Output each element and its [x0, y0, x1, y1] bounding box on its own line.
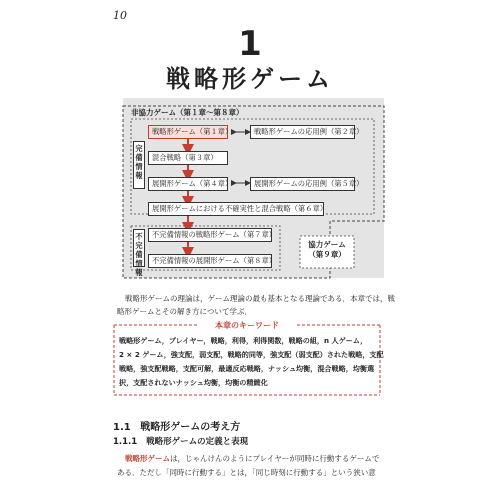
subsection-title: 戦略形ゲームの定義と表現 — [146, 437, 249, 447]
body-line-2: ある．ただし「同時に行動する」とは，「同じ時刻に行動する」という狭い意 — [117, 468, 376, 477]
cooperative-line1: 協力ゲーム — [308, 240, 346, 249]
subsection-number: 1.1.1 — [113, 437, 138, 447]
defined-term: 戦略形ゲーム — [125, 454, 170, 463]
intro-line-2: 略形ゲームとその解き方について学ぶ． — [117, 307, 252, 316]
chapter-title: 戦略形ゲーム — [166, 65, 334, 93]
keyword-line-3: 戦略，強支配戦略，支配可解，最適反応戦略，ナッシュ均衡，混合戦略，均衡選 — [119, 364, 375, 373]
body-line-1-rest: は，じゃんけんのようにプレイヤーが同時に行動するゲームで — [170, 454, 380, 463]
keyword-box — [112, 319, 382, 397]
section-title: 戦略形ゲームの考え方 — [140, 422, 241, 433]
body-line-1 — [117, 452, 385, 465]
subsection-heading — [113, 435, 248, 447]
cooperative-game-label — [300, 240, 354, 260]
box-incomplete-strategic: 不完備情報の戦略形ゲーム（第７章） — [148, 228, 272, 242]
section-number: 1.1 — [113, 422, 131, 433]
keyword-line-1: 戦略形ゲーム，プレイヤー，戦略，利得，利得関数，戦略の組，n 人ゲーム， — [119, 336, 368, 345]
non-cooperative-header: 非協力ゲーム（第１章～第８章） — [131, 108, 244, 117]
complete-info-label: 完備情報 — [133, 141, 145, 189]
box-extensive-applications: 展開形ゲームの応用例（第５章） — [250, 177, 355, 191]
chapter-number: 1 — [238, 24, 262, 64]
incomplete-info-label: 不完備情報 — [133, 229, 145, 267]
keyword-line-4: 択，支配されないナッシュ均衡，均衡の精緻化 — [119, 378, 268, 387]
box-strategic-game: 戦略形ゲーム（第１章） — [148, 125, 228, 139]
box-extensive-game: 展開形ゲーム（第４章） — [148, 177, 228, 191]
section-heading — [113, 418, 240, 433]
keyword-title: 本章のキーワード — [215, 321, 279, 330]
box-strategic-applications: 戦略形ゲームの応用例（第２章） — [250, 125, 355, 139]
page-number: 10 — [113, 9, 127, 22]
intro-line-1: 戦略形ゲームの理論は，ゲーム理論の最も基本となる理論である．本章では，戦 — [125, 294, 395, 303]
cooperative-line2: （第９章） — [308, 250, 346, 259]
box-mixed-strategy: 混合戦略（第３章） — [148, 151, 228, 165]
box-incomplete-extensive: 不完備情報の展開形ゲーム（第８章） — [148, 254, 272, 268]
box-uncertainty: 展開形ゲームにおける不確実性と混合戦略（第６章） — [148, 202, 324, 216]
keyword-line-2: 2 × 2 ゲーム，強支配，弱支配，戦略的同等，強支配（弱支配）された戦略，支配 — [119, 350, 384, 359]
